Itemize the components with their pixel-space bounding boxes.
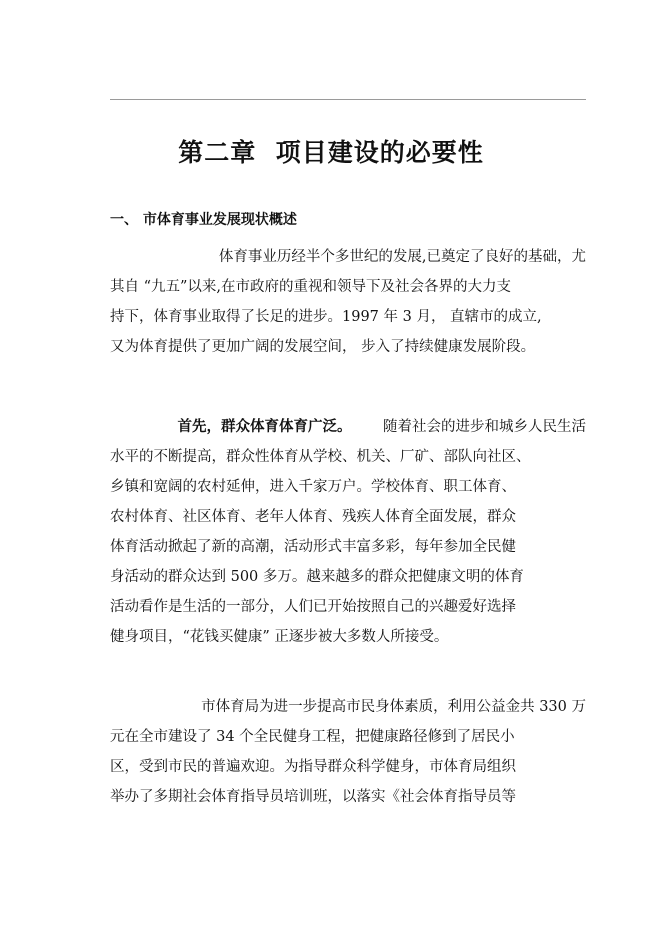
paragraph-line: 又为体育提供了更加广阔的发展空间， 步入了持续健康发展阶段。: [110, 339, 536, 355]
paragraph-line: 身活动的群众达到 500 多万。越来越多的群众把健康文明的体育: [110, 569, 524, 585]
paragraph-line: 体育事业历经半个多世纪的发展,已奠定了良好的基础，尤: [218, 249, 586, 265]
paragraph-fitness-projects: [110, 692, 586, 812]
paragraph-line: 市体育局为进一步提高市民身体素质，利用公益金共 330 万: [201, 699, 586, 715]
paragraph-line: 元在全市建设了 34 个全民健身工程，把健康路径修到了居民小: [110, 729, 515, 745]
paragraph-line: 活动看作是生活的一部分，人们已开始按照自己的兴趣爱好选择: [110, 599, 516, 615]
paragraph-line: 其自 “九五”以来,在市政府的重视和领导下及社会各界的大力支: [110, 279, 512, 295]
paragraph-mass-sports: [110, 412, 586, 652]
header-rule: [110, 99, 586, 100]
paragraph-line: 健身项目，“花钱买健康” 正逐步被大多数人所接受。: [110, 629, 449, 645]
chapter-title: 第二章 项目建设的必要性: [178, 138, 484, 167]
paragraph-line: 农村体育、社区体育、老年人体育、残疾人体育全面发展，群众: [110, 509, 516, 525]
paragraph-highlight: 首先，群众体育体育广泛。: [177, 418, 352, 435]
paragraph-history: [110, 242, 586, 362]
paragraph-line: 举办了多期社会体育指导员培训班，以落实《社会体育指导员等: [110, 789, 516, 805]
section-heading: 一、 市体育事业发展现状概述: [110, 212, 297, 228]
paragraph-line: 水平的不断提高，群众性体育从学校、机关、厂矿、部队向社区、: [110, 449, 531, 465]
paragraph-line: 首先，群众体育体育广泛。 随着社会的进步和城乡人民生活: [110, 412, 586, 442]
paragraph-line: 体育活动掀起了新的高潮，活动形式丰富多彩，每年参加全民健: [110, 539, 516, 555]
paragraph-line: 持下，体育事业取得了长足的进步。1997 年 3 月， 直辖市的成立,: [110, 309, 542, 325]
paragraph-line: 区，受到市民的普遍欢迎。为指导群众科学健身，市体育局组织: [110, 759, 516, 775]
paragraph-line: 乡镇和宽阔的农村延伸，进入千家万户。学校体育、职工体育、: [110, 479, 516, 495]
